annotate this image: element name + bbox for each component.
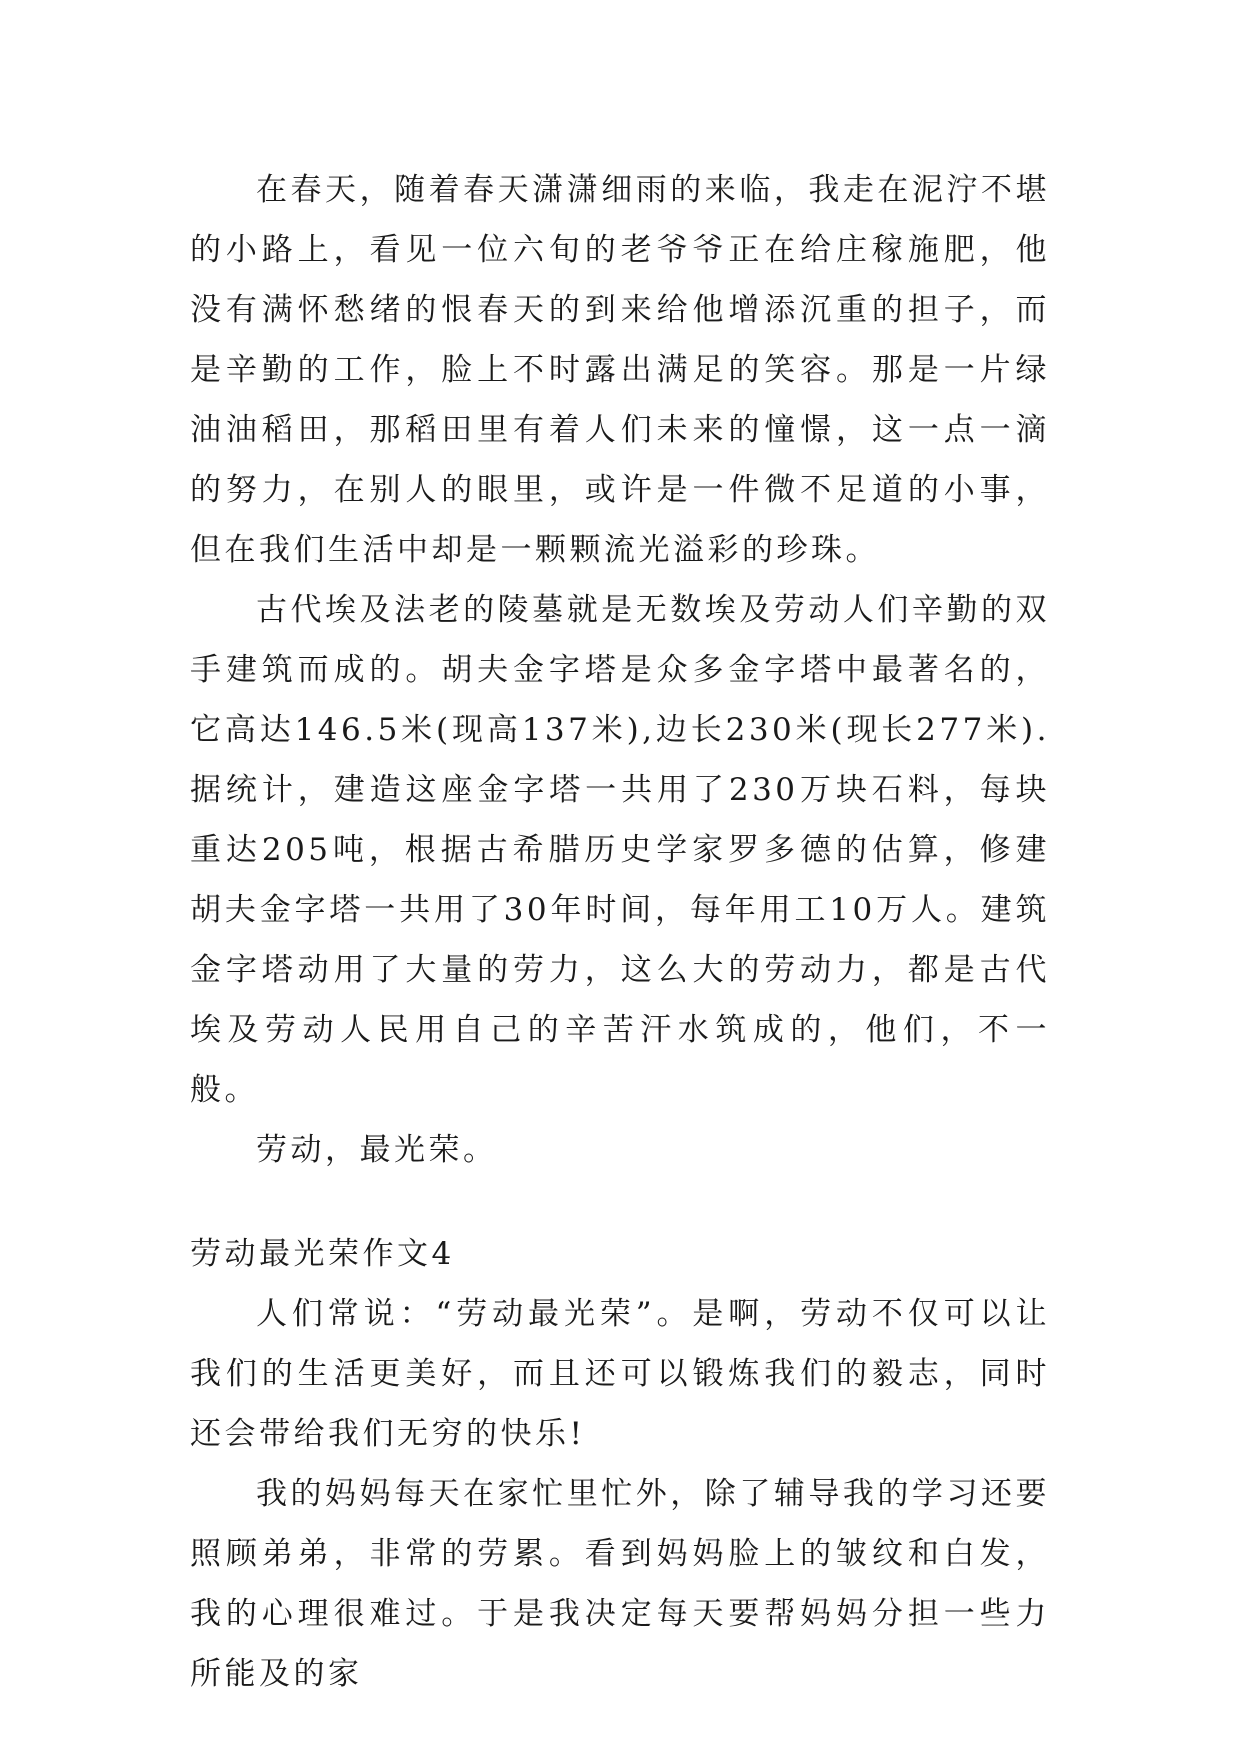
document-page <box>190 160 1050 1704</box>
paragraph-farmer: 在春天，随着春天潇潇细雨的来临，我走在泥泞不堪的小路上，看见一位六旬的老爷爷正在给庄稼施肥，他没有满怀愁绪的恨春天的到来给他增添沉重的担子，而是辛勤的工作，脸上不时露出满足的笑容。那是一片绿油油稻田，那稻田里有着人们未来的憧憬，这一点一滴的努力，在别人的眼里，或许是一件微不足道的小事，但在我们生活中却是一颗颗流光溢彩的珍珠。 <box>190 172 1050 568</box>
essay-heading: 劳动最光荣作文4 <box>190 1236 455 1272</box>
paragraph-pyramid: 古代埃及法老的陵墓就是无数埃及劳动人们辛勤的双手建筑而成的。胡夫金字塔是众多金字塔中最著名的，它高达146.5米(现高137米),边长230米(现长277米).据统计，建造这座金字塔一共用了230万块石料，每块重达205吨，根据古希腊历史学家罗多德的估算，修建胡夫金字塔一共用了30年时间，每年用工10万人。建筑金字塔动用了大量的劳力，这么大的劳动力，都是古代埃及劳动人民用自己的辛苦汗水筑成的，他们，不一般。 <box>190 592 1050 1108</box>
paragraph-mother: 我的妈妈每天在家忙里忙外，除了辅导我的学习还要照顾弟弟，非常的劳累。看到妈妈脸上的皱纹和白发，我的心理很难过。于是我决定每天要帮妈妈分担一些力所能及的家 <box>190 1476 1050 1692</box>
paragraph-conclusion: 劳动，最光荣。 <box>256 1132 498 1168</box>
paragraph-saying: 人们常说：“劳动最光荣”。是啊，劳动不仅可以让我们的生活更美好，而且还可以锻炼我们的毅志，同时还会带给我们无穷的快乐! <box>190 1296 1050 1452</box>
